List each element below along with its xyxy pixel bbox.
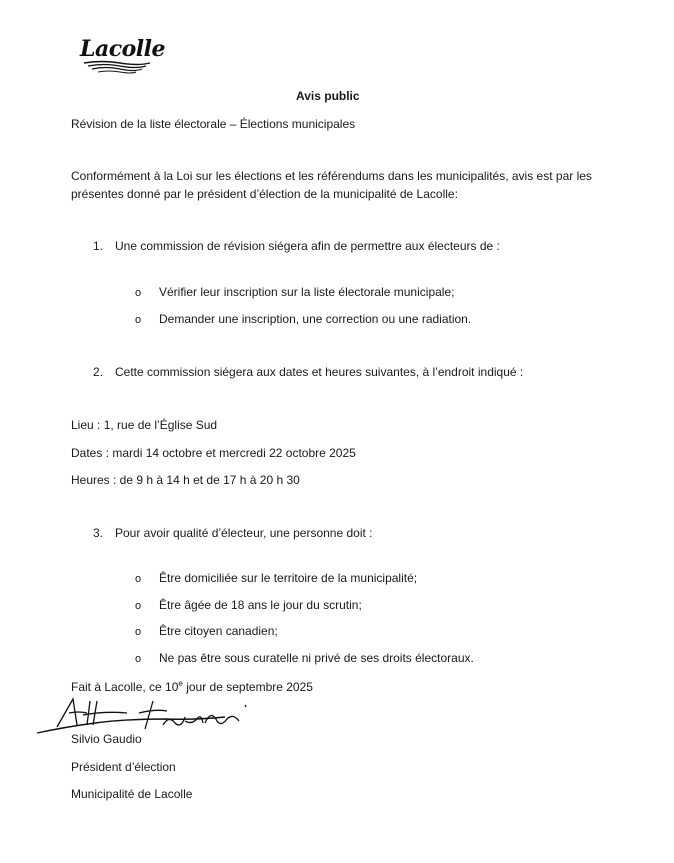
detail-location: Lieu : 1, rue de l’Église Sud bbox=[71, 418, 218, 432]
bullet-text: Être citoyen canadien; bbox=[159, 624, 278, 638]
closing-suffix: jour de septembre 2025 bbox=[182, 680, 313, 694]
list-text: Une commission de révision siégera afin de permettre aux électeurs de : bbox=[115, 239, 500, 253]
bullet-icon: o bbox=[135, 653, 142, 665]
closing-place-date bbox=[71, 679, 313, 694]
signer-name: Silvio Gaudio bbox=[71, 732, 142, 746]
list-number: 3. bbox=[93, 526, 104, 540]
handwritten-signature bbox=[35, 695, 260, 740]
intro-line-2: présentes donné par le président d’élection de la municipalité de Lacolle: bbox=[71, 187, 458, 201]
bullet-text: Ne pas être sous curatelle ni privé de ses droits électoraux. bbox=[159, 651, 474, 665]
bullet-item bbox=[135, 624, 278, 638]
signer-role: Président d’élection bbox=[71, 760, 176, 774]
bullet-text: Être domiciliée sur le territoire de la municipalité; bbox=[159, 571, 418, 585]
closing-superscript: e bbox=[178, 679, 183, 688]
bullet-item bbox=[135, 598, 362, 612]
list-number: 2. bbox=[93, 365, 104, 379]
signer-organization: Municipalité de Lacolle bbox=[71, 787, 193, 801]
bullet-text: Être âgée de 18 ans le jour du scrutin; bbox=[159, 598, 362, 612]
list-text: Cette commission siégera aux dates et heures suivantes, à l’endroit indiqué : bbox=[115, 365, 524, 379]
list-item-2 bbox=[93, 365, 523, 379]
bullet-text: Vérifier leur inscription sur la liste électorale municipale; bbox=[159, 285, 455, 299]
list-item-3 bbox=[93, 526, 373, 540]
notice-subject: Révision de la liste électorale – Élections municipales bbox=[71, 117, 356, 131]
detail-hours: Heures : de 9 h à 14 h et de 17 h à 20 h 30 bbox=[71, 473, 300, 487]
logo-waves-icon bbox=[82, 60, 152, 74]
bullet-icon: o bbox=[135, 573, 142, 585]
list-item-1 bbox=[93, 239, 500, 253]
bullet-item bbox=[135, 651, 474, 665]
bullet-item bbox=[135, 285, 454, 299]
bullet-icon: o bbox=[135, 626, 142, 638]
intro-line-1: Conformément à la Loi sur les élections et les référendums dans les municipalités, avis est par les bbox=[71, 169, 592, 183]
list-number: 1. bbox=[93, 239, 104, 253]
list-text: Pour avoir qualité d’électeur, une personne doit : bbox=[115, 526, 373, 540]
bullet-icon: o bbox=[135, 314, 142, 326]
detail-dates: Dates : mardi 14 octobre et mercredi 22 octobre 2025 bbox=[71, 446, 356, 460]
bullet-icon: o bbox=[135, 287, 142, 299]
municipality-logo bbox=[78, 30, 166, 80]
bullet-item bbox=[135, 571, 417, 585]
bullet-item bbox=[135, 312, 471, 326]
bullet-text: Demander une inscription, une correction ou une radiation. bbox=[159, 312, 472, 326]
notice-title: Avis public bbox=[296, 89, 360, 103]
bullet-icon: o bbox=[135, 600, 142, 612]
logo-wordmark: Lacolle bbox=[80, 36, 166, 62]
closing-prefix: Fait à Lacolle, ce 10 bbox=[71, 680, 179, 694]
